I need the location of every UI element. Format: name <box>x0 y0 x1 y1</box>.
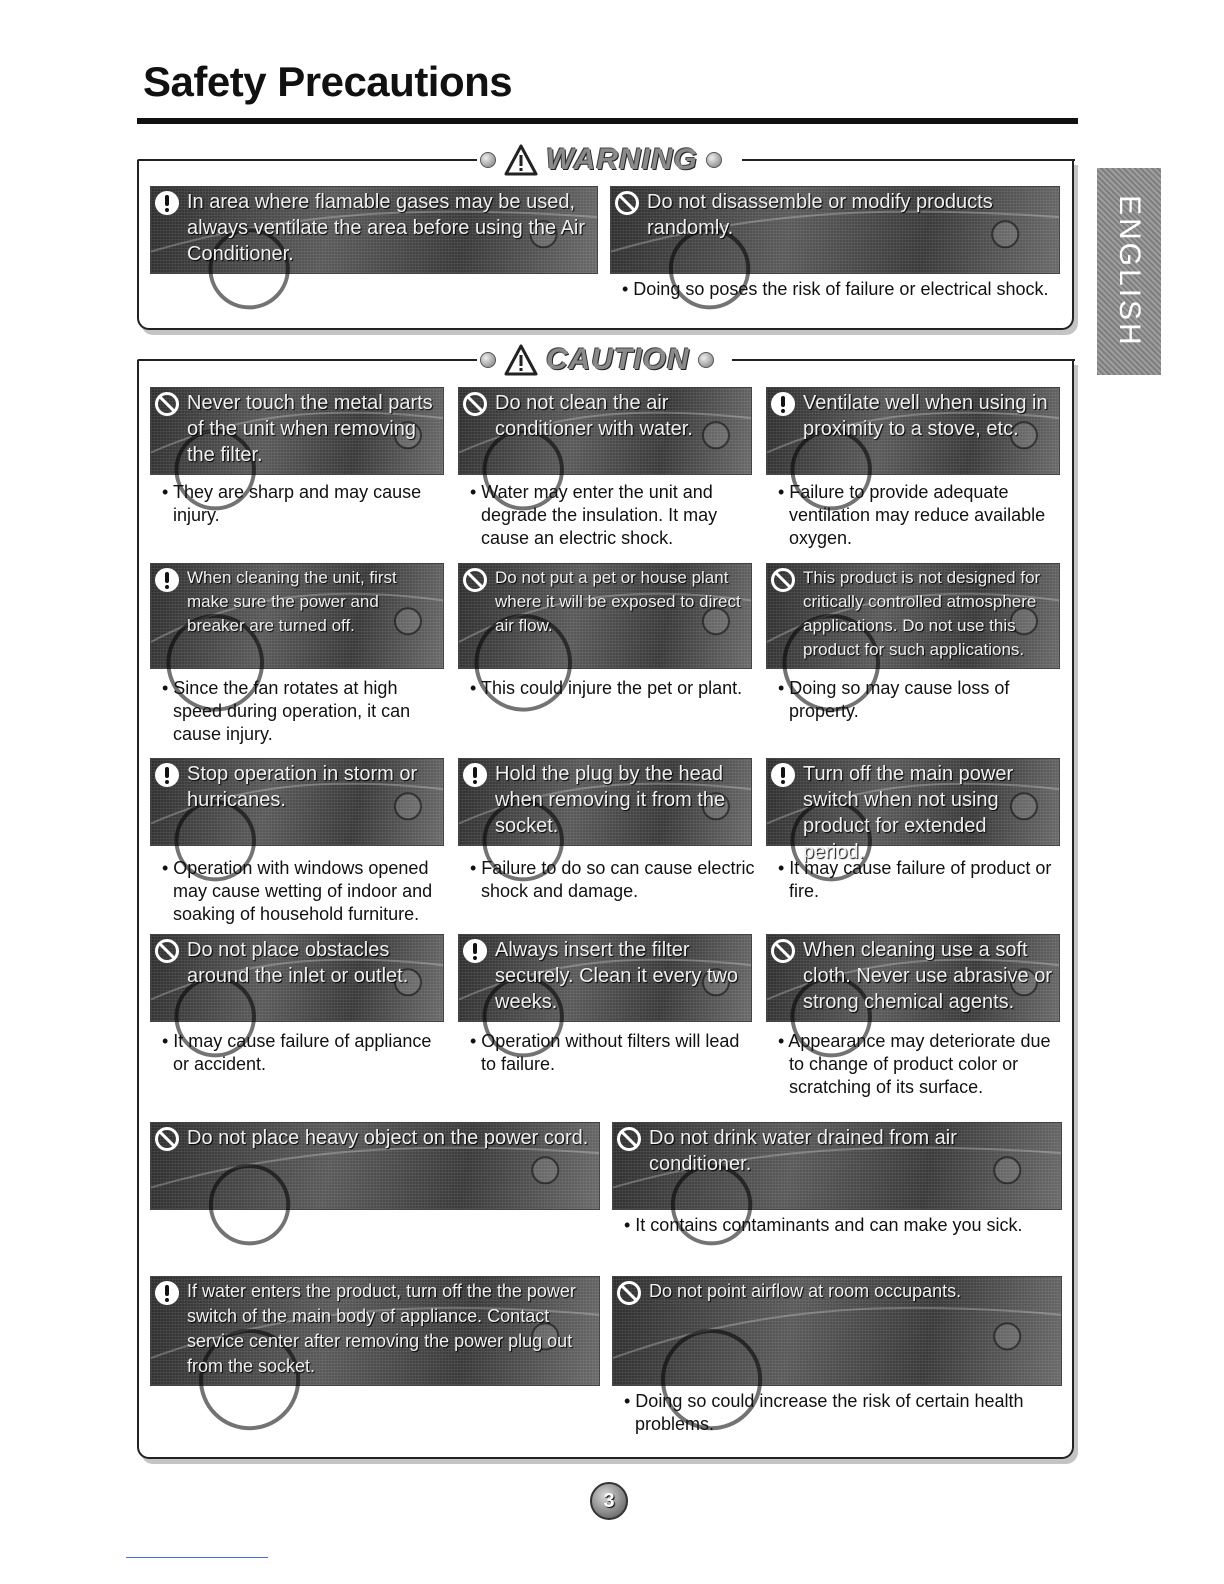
caution-banner-text: When cleaning the unit, first make sure the power and breaker are turned off. <box>187 568 397 635</box>
warning-banner <box>150 186 598 274</box>
caution-banner <box>766 387 1060 475</box>
caution-banner-text: Do not clean the air conditioner with water. <box>495 392 693 440</box>
caution-banner <box>766 934 1060 1022</box>
exclamation-icon <box>155 191 179 215</box>
caution-note: • Doing so may cause loss of property. <box>778 678 1010 721</box>
caution-note: • Doing so could increase the risk of certain health problems. <box>624 1391 1024 1434</box>
caution-banner <box>766 563 1060 669</box>
caution-note: • Operation without filters will lead to failure. <box>470 1031 740 1074</box>
caution-note: • Since the fan rotates at high speed during operation, it can cause injury. <box>162 678 411 744</box>
exclamation-icon <box>463 939 487 963</box>
caution-label: CAUTION <box>546 343 690 376</box>
caution-banner-text: If water enters the product, turn off the the power switch of the main body of appliance. Contact service center after removing the power plug out from the socket. <box>187 1281 576 1376</box>
caution-banner <box>458 563 752 669</box>
exclamation-icon <box>463 763 487 787</box>
prohibited-icon <box>617 1127 641 1151</box>
warning-label: WARNING <box>546 143 698 176</box>
caution-note: • Failure to do so can cause electric shock and damage. <box>470 858 755 901</box>
caution-banner-text: Do not drink water drained from air conditioner. <box>649 1127 957 1175</box>
exclamation-icon <box>771 763 795 787</box>
page-number-badge: 3 <box>590 1482 628 1520</box>
caution-banner <box>150 563 444 669</box>
prohibited-icon <box>617 1281 641 1305</box>
caution-banner <box>458 387 752 475</box>
warning-banner-text: In area where flamable gases may be used, always ventilate the area before using the Air Conditioner. <box>187 191 586 265</box>
prohibited-icon <box>155 392 179 416</box>
caution-banner-text: Do not put a pet or house plant where it will be exposed to direct air flow. <box>495 568 741 635</box>
caution-banner <box>458 934 752 1022</box>
caution-banner-text: Ventilate well when using in proximity to a stove, etc. <box>803 392 1048 440</box>
exclamation-icon <box>155 763 179 787</box>
caution-banner <box>150 758 444 846</box>
warning-note: • Doing so poses the risk of failure or electrical shock. <box>622 279 1049 299</box>
exclamation-icon <box>155 1281 179 1305</box>
prohibited-icon <box>771 939 795 963</box>
prohibited-icon <box>463 392 487 416</box>
caution-note: • It contains contaminants and can make you sick. <box>624 1215 1023 1235</box>
caution-banner-text: Hold the plug by the head when removing it from the socket. <box>495 763 726 837</box>
caution-banner <box>458 758 752 846</box>
warning-banner-text: Do not disassemble or modify products randomly. <box>647 191 993 239</box>
prohibited-icon <box>615 191 639 215</box>
caution-banner-text: Stop operation in storm or hurricanes. <box>187 763 418 811</box>
caution-note: • Appearance may deteriorate due to change of product color or scratching of its surface. <box>778 1031 1051 1097</box>
caution-banner-text: Turn off the main power switch when not using product for extended period. <box>803 763 1014 863</box>
caution-note: • It may cause failure of appliance or accident. <box>162 1031 432 1074</box>
caution-banner <box>150 934 444 1022</box>
caution-banner <box>766 758 1060 863</box>
caution-note: • Failure to provide adequate ventilation may reduce available oxygen. <box>778 482 1046 548</box>
page-title: Safety Precautions <box>143 58 513 105</box>
caution-banner-text: This product is not designed for critically controlled atmosphere applications. Do not use this product for such applications. <box>803 568 1041 659</box>
title-rule <box>137 118 1078 124</box>
caution-note: • Operation with windows opened may cause wetting of indoor and soaking of household furniture. <box>162 858 433 924</box>
caution-banner <box>150 387 444 475</box>
caution-banner <box>612 1122 1062 1210</box>
exclamation-icon <box>771 392 795 416</box>
prohibited-icon <box>155 1127 179 1151</box>
language-tab-label: ENGLISH <box>1113 195 1146 348</box>
language-tab <box>1097 168 1161 375</box>
prohibited-icon <box>771 568 795 592</box>
prohibited-icon <box>463 568 487 592</box>
caution-banner-text: Do not place obstacles around the inlet or outlet. <box>187 939 409 987</box>
exclamation-icon <box>155 568 179 592</box>
warning-banner <box>610 186 1060 274</box>
caution-note: • It may cause failure of product or fire. <box>778 858 1052 901</box>
caution-banner-text: When cleaning use a soft cloth. Never use abrasive or strong chemical agents. <box>803 939 1053 1013</box>
footer-line <box>126 1557 268 1558</box>
caution-banner <box>612 1276 1062 1386</box>
caution-banner-text: Always insert the filter securely. Clean it every two weeks. <box>495 939 739 1013</box>
caution-note: • They are sharp and may cause injury. <box>162 482 422 525</box>
caution-banner <box>150 1276 600 1386</box>
prohibited-icon <box>155 939 179 963</box>
caution-note: • Water may enter the unit and degrade the insulation. It may cause an electric shock. <box>470 482 718 548</box>
caution-banner-text: Do not place heavy object on the power cord. <box>187 1127 589 1149</box>
caution-banner-text: Never touch the metal parts of the unit when removing the filter. <box>187 392 433 466</box>
caution-banner <box>150 1122 600 1210</box>
caution-note: • This could injure the pet or plant. <box>470 678 743 698</box>
caution-banner-text: Do not point airflow at room occupants. <box>649 1281 962 1301</box>
